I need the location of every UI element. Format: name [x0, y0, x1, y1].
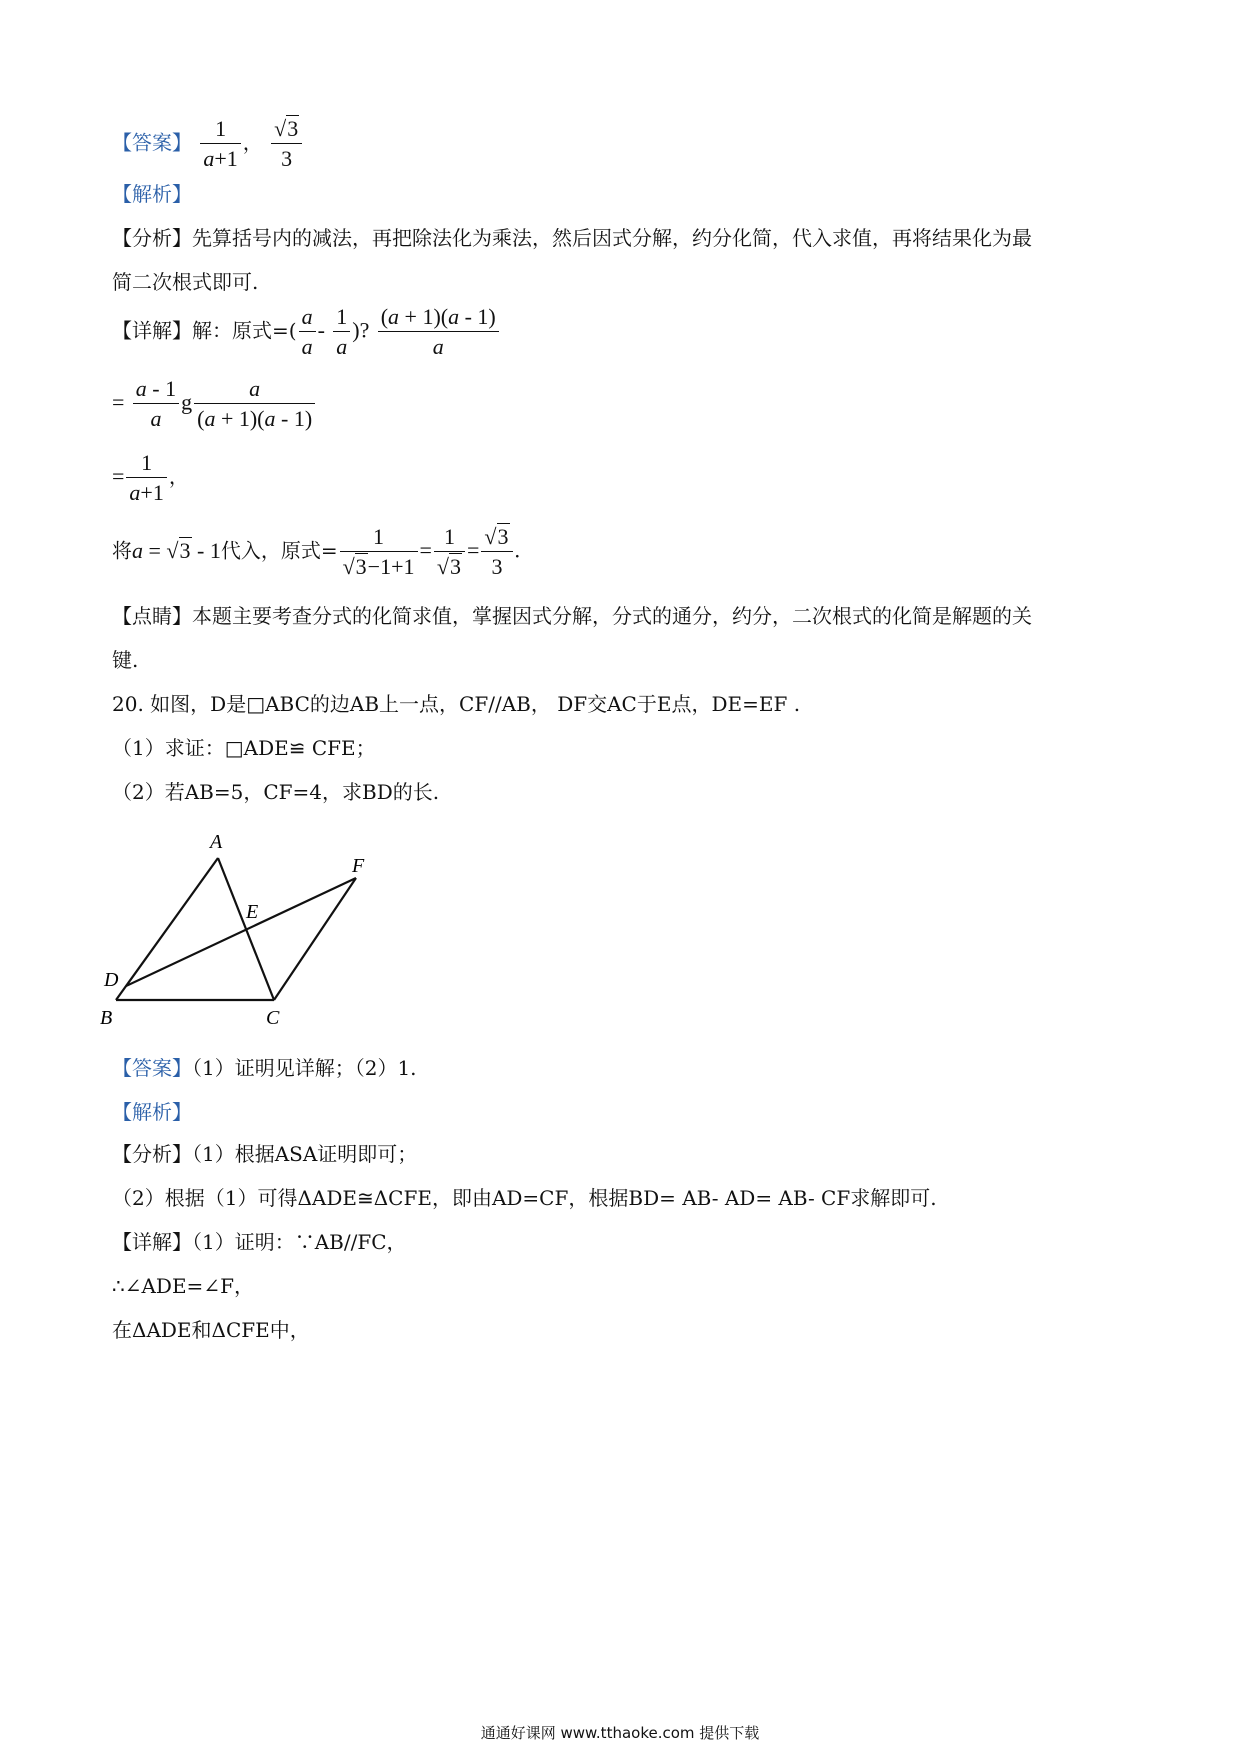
answer-fraction-1: $\frac{1}{a+1}$ — [200, 118, 240, 170]
segment-df — [126, 878, 356, 986]
dianjing-text-1: 本题主要考查分式的化简求值，掌握因式分解，分式的通分，约分，二次根式的化简是解题的关 — [192, 604, 1032, 628]
answer-text-20: （1）证明见详解；（2）1. — [192, 1056, 417, 1080]
label-a: A — [210, 831, 223, 853]
frac-sub-2: $\frac{1}{√3}$ — [434, 526, 465, 578]
detail-line-20-2: ∴∠ADE=∠F， — [112, 1274, 254, 1298]
fenxi-line-19-2: 简二次根式即可. — [112, 270, 259, 294]
dianjing-line-19-2: 键. — [112, 648, 139, 672]
question-20-part1: （1）求证：□ADE≌ CFE； — [112, 736, 376, 760]
answer-tag-20: 【答案】 — [112, 1056, 192, 1080]
answer-tag: 【答案】 — [112, 130, 192, 155]
label-b: B — [100, 1007, 113, 1029]
step3-eq: = — [112, 463, 125, 489]
sub-mid: 代入，原式= — [220, 538, 338, 563]
question-20-part2: （2）若AB=5，CF=4，求BD的长. — [112, 780, 440, 804]
answer-line-20 — [112, 1054, 417, 1082]
label-e: E — [246, 901, 259, 923]
detail-line-19-3 — [112, 452, 189, 504]
detail-tag-20: 【详解】 — [112, 1230, 192, 1254]
answer-line-19 — [112, 118, 304, 170]
segment-ba — [116, 858, 218, 1000]
frac-product-over-a: $\frac{(a + 1)(a - 1)}{a}$ — [378, 306, 499, 358]
figure-lines — [116, 858, 356, 1000]
detail-line-20-3: 在ΔADE和ΔCFE中， — [112, 1318, 310, 1342]
fenxi-line-20-1 — [112, 1140, 417, 1168]
frac-sub-3: $\frac{√3}{3}$ — [481, 526, 512, 578]
detail-text-20-1: （1）证明：∵AB//FC， — [192, 1230, 407, 1254]
frac-a-minus-1-over-a: $\frac{a - 1}{a}$ — [133, 378, 179, 430]
dianjing-tag: 【点睛】 — [112, 604, 192, 628]
fenxi-text-1: 先算括号内的减法，再把除法化为乘法，然后因式分解，约分化简，代入求值，再将结果化为最 — [192, 226, 1032, 250]
dianjing-line-19-1 — [112, 602, 1032, 630]
fenxi-tag: 【分析】 — [112, 226, 192, 250]
detail-q: )? — [352, 317, 370, 343]
label-d: D — [104, 969, 119, 991]
frac-a-over-product: $\frac{a}{(a + 1)(a - 1)}$ — [194, 378, 315, 430]
frac-sub-1: $\frac{1}{√3-1+1}$ — [340, 526, 418, 578]
label-f: F — [352, 855, 365, 877]
answer-separator: ， — [242, 130, 263, 155]
triangle-figure — [96, 820, 416, 1040]
detail-prefix: 解：原式=( — [192, 318, 297, 343]
fenxi-line-20-2: （2）根据（1）可得ΔADE≅ΔCFE，即由AD=CF，根据BD= AB- AD= AB- CF求解即可. — [112, 1186, 937, 1210]
fenxi-tag-20: 【分析】 — [112, 1142, 192, 1166]
frac-1-over-a: $\frac{1}{a}$ — [333, 306, 350, 358]
sub-prefix: 将 — [112, 538, 132, 563]
label-c: C — [266, 1007, 280, 1029]
fenxi-line-19-1 — [112, 224, 1032, 252]
question-20-stem: 20. 如图，D是□ABC的边AB上一点，CF//AB， DF交AC于E点，DE=EF . — [112, 692, 801, 716]
page-footer: 通通好课网 www.tthaoke.com 提供下载 — [480, 1724, 760, 1742]
fenxi-text-20-1: （1）根据ASA证明即可； — [192, 1142, 418, 1166]
detail-line-19-1: 【详解】解：原式=( $\frac{a}{a}$ - $\frac{1}{a}$ )? $\frac{(a + 1)(a - 1)}{a}$ — [112, 306, 501, 358]
detail-tag: 【详解】 — [112, 318, 192, 343]
substitution-line-19: 将a = √3 - 1代入，原式= $\frac{1}{√3-1+1}$ = $\frac{1}{√3}$ = $\frac{√3}{3}$ . — [112, 524, 520, 579]
frac-1-over-a-plus-1: $\frac{1}{a+1}$ — [126, 452, 166, 504]
step2-eq: = — [112, 389, 125, 415]
analysis-tag-20: 【解析】 — [112, 1100, 192, 1124]
detail-line-19-2 — [112, 378, 317, 430]
frac-a-over-a: $\frac{a}{a}$ — [299, 306, 316, 358]
detail-line-20-1 — [112, 1228, 407, 1256]
step2-g: g — [181, 389, 193, 415]
analysis-tag-19: 【解析】 — [112, 182, 192, 206]
answer-fraction-2: $\frac{√3}{3}$ — [271, 118, 302, 170]
step3-tail: ， — [168, 464, 189, 489]
